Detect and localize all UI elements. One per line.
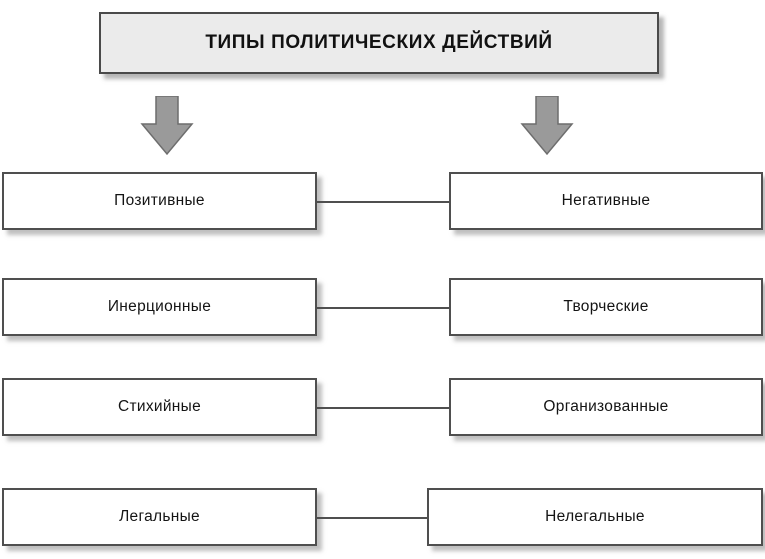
diagram-title: ТИПЫ ПОЛИТИЧЕСКИХ ДЕЙСТВИЙ [205, 32, 553, 53]
node-label: Легальные [119, 508, 200, 525]
pair-connector [317, 517, 427, 519]
pair-row [0, 488, 765, 550]
down-arrow-icon-left [139, 96, 195, 158]
node-label: Инерционные [107, 298, 212, 315]
node-box-right [427, 488, 763, 546]
node-label: Негативные [561, 192, 651, 209]
pair-row [0, 378, 765, 440]
pair-row [0, 278, 765, 340]
pair-connector [317, 407, 449, 409]
pair-row [0, 172, 765, 234]
node-label: Организованные [543, 398, 669, 415]
node-box-right [449, 172, 763, 230]
node-label: Позитивные [114, 192, 205, 209]
diagram-title-box [99, 12, 659, 74]
node-label: Творческие [563, 298, 649, 315]
pair-connector [317, 307, 449, 309]
node-label: Нелегальные [545, 508, 645, 525]
node-box-left [2, 488, 317, 546]
node-label: Стихийные [117, 398, 202, 415]
node-box-right [449, 278, 763, 336]
node-box-left [2, 378, 317, 436]
node-box-right [449, 378, 763, 436]
node-box-left [2, 172, 317, 230]
pair-connector [317, 201, 449, 203]
down-arrow-icon-right [519, 96, 575, 158]
node-box-left [2, 278, 317, 336]
